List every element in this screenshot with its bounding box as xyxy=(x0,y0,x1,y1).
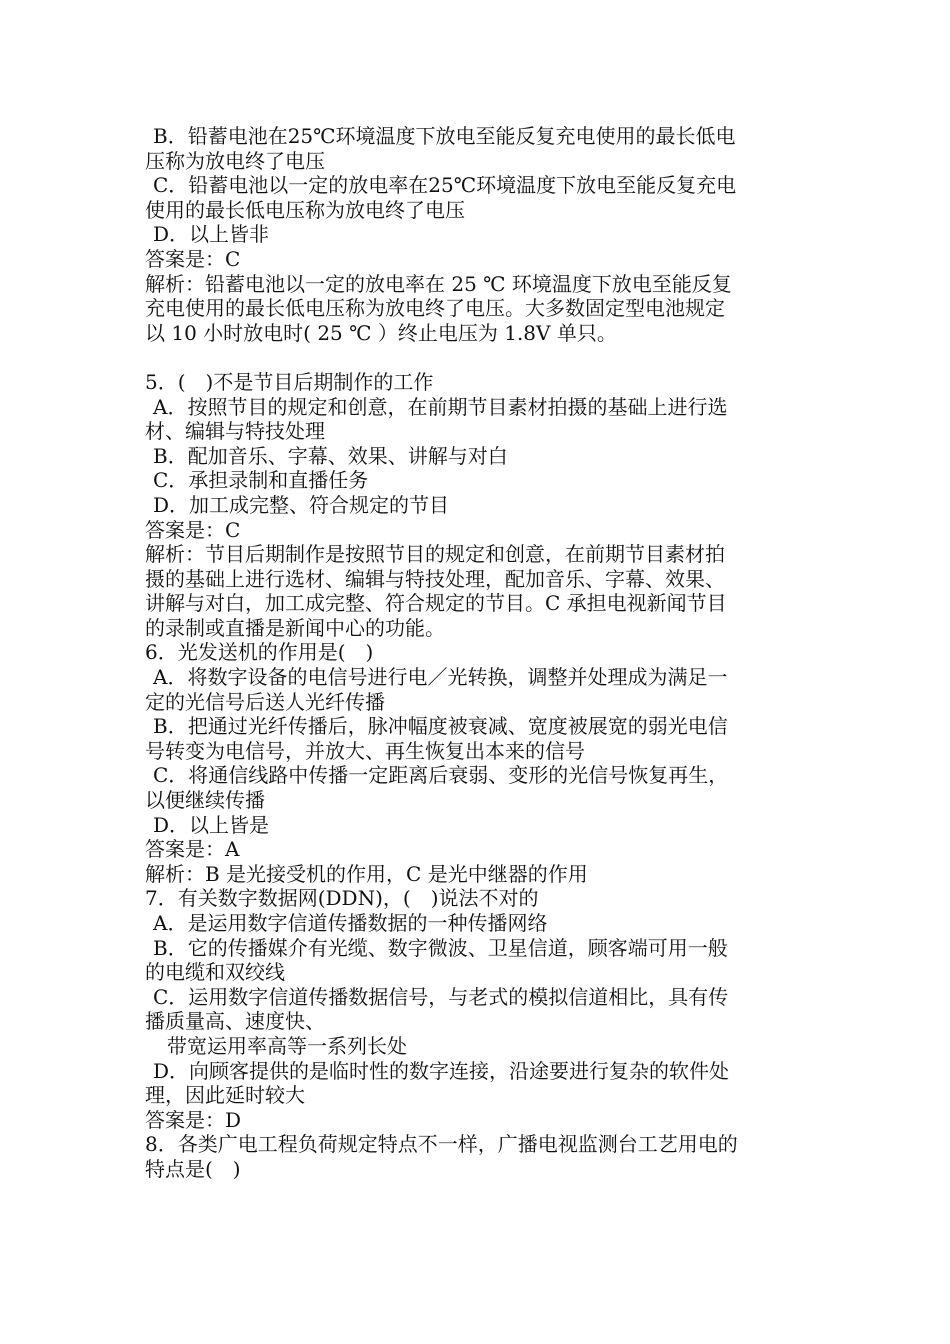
option-a-line: A．按照节目的规定和创意，在前期节目素材拍摄的基础上进行选 xyxy=(153,394,728,419)
explanation-line: 充电使用的最长低电压称为放电终了电压。大多数固定型电池规定 xyxy=(145,296,725,321)
option-b-line: B．它的传播媒介有光缆、数字微波、卫星信道，顾客端可用一般 xyxy=(153,935,728,960)
option-d-line: D．以上皆非 xyxy=(153,222,270,247)
explanation-line: 摄的基础上进行选材、编辑与特技处理，配加音乐、字幕、效果、 xyxy=(145,566,725,591)
question-8-continuation: 特点是( ) xyxy=(145,1156,241,1181)
explanation-line: 讲解与对白，加工成完整、符合规定的节目。C 承担电视新闻节目 xyxy=(145,591,727,616)
option-d-line: D．以上皆是 xyxy=(153,812,270,837)
option-a-continuation: 定的光信号后送人光纤传播 xyxy=(145,689,385,714)
option-b-continuation: 的电缆和双绞线 xyxy=(145,960,285,985)
option-c-line: C．铅蓄电池以一定的放电率在25℃环境温度下放电至能反复充电 xyxy=(153,173,737,198)
option-a-continuation: 材、编辑与特技处理 xyxy=(145,419,325,444)
explanation-line: 的录制或直播是新闻中心的功能。 xyxy=(145,615,445,640)
option-c-indented-continuation: 带宽运用率高等一系列长处 xyxy=(167,1033,407,1058)
option-d-line: D．向顾客提供的是临时性的数字连接，沿途要进行复杂的软件处 xyxy=(153,1058,730,1083)
option-d-line: D．加工成完整、符合规定的节目 xyxy=(153,492,450,517)
explanation-line: 以 10 小时放电时( 25 ℃ ）终止电压为 1.8V 单只。 xyxy=(145,320,617,345)
answer-line: 答案是：C xyxy=(145,517,241,542)
answer-line: 答案是：D xyxy=(145,1107,242,1132)
option-b-line: B．把通过光纤传播后，脉冲幅度被衰减、宽度被展宽的弱光电信 xyxy=(153,714,728,739)
option-c-continuation: 以便继续传播 xyxy=(145,788,265,813)
option-a-line: A．是运用数字信道传播数据的一种传播网络 xyxy=(153,911,548,935)
option-b-continuation: 号转变为电信号，并放大、再生恢复出本来的信号 xyxy=(145,738,585,763)
option-b-continuation: 压称为放电终了电压 xyxy=(145,148,325,173)
answer-line: 答案是：C xyxy=(145,246,241,271)
option-c-line: C．将通信线路中传播一定距离后衰弱、变形的光信号恢复再生， xyxy=(153,763,729,788)
option-b-line: B．铅蓄电池在25℃环境温度下放电至能反复充电使用的最长低电 xyxy=(153,124,736,148)
question-8: 8．各类广电工程负荷规定特点不一样，广播电视监测台工艺用电的 xyxy=(145,1132,738,1157)
question-5: 5．( )不是节目后期制作的工作 xyxy=(145,369,434,394)
answer-line: 答案是：A xyxy=(145,837,240,862)
explanation-line: 解析：铅蓄电池以一定的放电率在 25 ℃ 环境温度下放电至能反复 xyxy=(145,271,732,296)
explanation-line: 解析：节目后期制作是按照节目的规定和创意，在前期节目素材拍 xyxy=(145,542,725,567)
question-7: 7．有关数字数据网(DDN)，( )说法不对的 xyxy=(145,886,539,911)
blank-line xyxy=(145,345,810,370)
option-b-line: B．配加音乐、字幕、效果、讲解与对白 xyxy=(153,443,508,468)
option-c-continuation: 使用的最长低电压称为放电终了电压 xyxy=(145,197,465,222)
question-6: 6．光发送机的作用是( ) xyxy=(145,640,374,665)
document-text xyxy=(145,124,810,1182)
option-c-line: C．承担录制和直播任务 xyxy=(153,468,369,493)
option-c-continuation: 播质量高、速度快、 xyxy=(145,1009,325,1034)
option-d-continuation: 理，因此延时较大 xyxy=(145,1083,305,1108)
explanation-line: 解析：B 是光接受机的作用，C 是光中继器的作用 xyxy=(145,861,588,886)
option-a-line: A．将数字设备的电信号进行电／光转换，调整并处理成为满足一 xyxy=(153,665,728,690)
option-c-line: C．运用数字信道传播数据信号，与老式的模拟信道相比，具有传 xyxy=(153,984,729,1009)
